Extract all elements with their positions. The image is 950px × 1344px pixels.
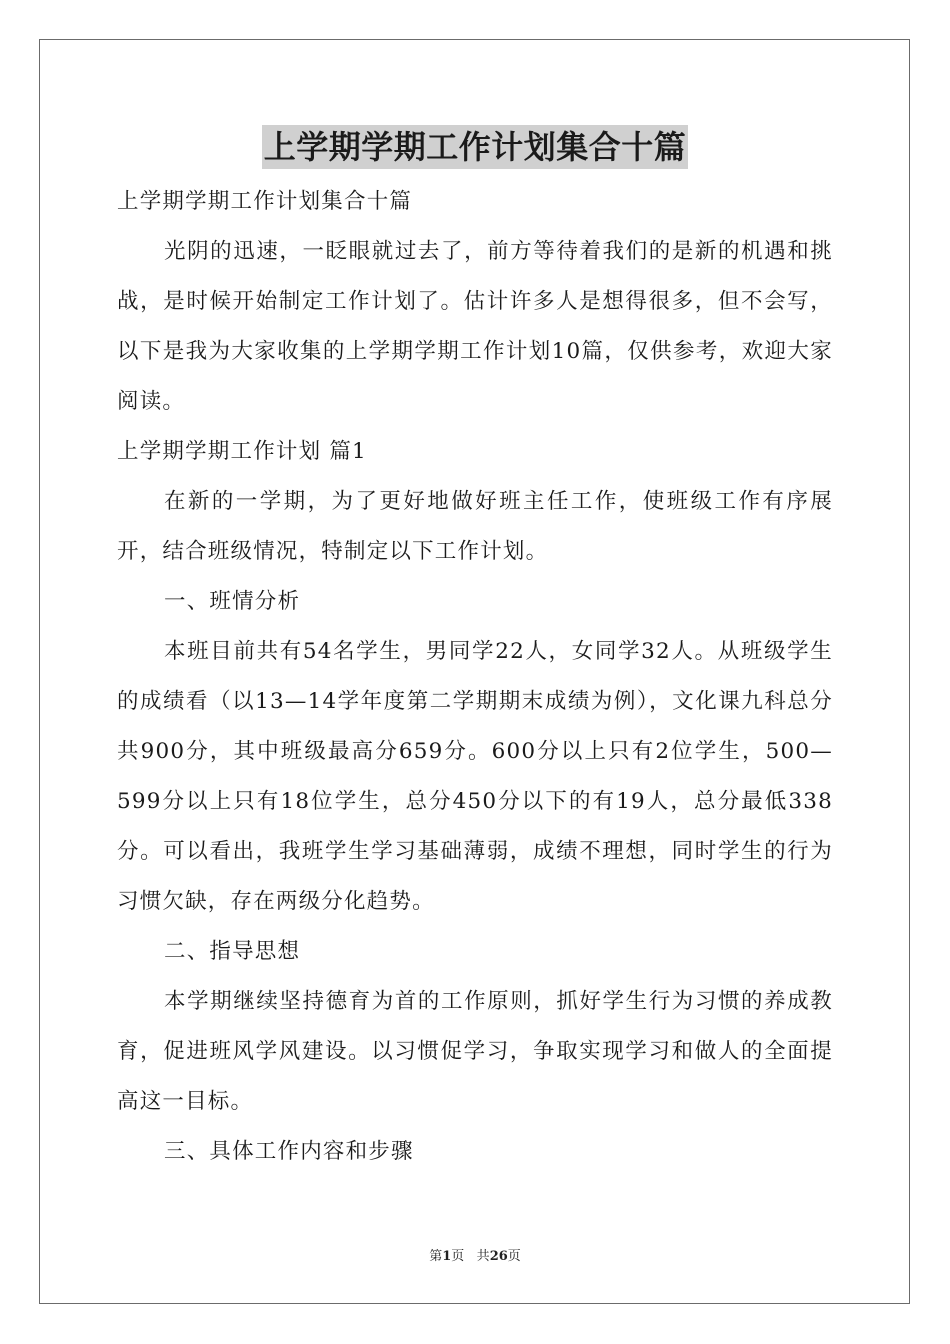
footer-total-prefix: 共: [476, 1249, 490, 1264]
paragraph: 上学期学期工作计划集合十篇: [117, 189, 413, 214]
footer-page-prefix: 第: [429, 1249, 443, 1264]
section-heading: 二、指导思想: [164, 939, 301, 964]
paragraph: 本班目前共有54名学生，男同学22人，女同学32人。从班级学生的成绩看（以13—14学年度第二学期期末成绩为例），文化课九科总分共900分，其中班级最高分659分。600分以上只有2位学生，500—599分以上只有18位学生，总分450分以下的有19人，总分最低338分。可以看出，我班学生学习基础薄弱，成绩不理想，同时学生的行为习惯欠缺，存在两级分化趋势。: [117, 639, 833, 914]
document-body: [117, 177, 833, 1177]
title-container: [0, 125, 950, 169]
section-heading: 上学期学期工作计划 篇1: [117, 439, 367, 464]
paragraph: 在新的一学期，为了更好地做好班主任工作，使班级工作有序展开，结合班级情况，特制定以下工作计划。: [117, 489, 833, 564]
document-title: 上学期学期工作计划集合十篇: [262, 125, 689, 169]
footer-page-number: 1: [442, 1249, 452, 1264]
section-heading: 三、具体工作内容和步骤: [164, 1139, 414, 1164]
page-footer: [0, 1245, 950, 1264]
footer-page-suffix: 页: [451, 1249, 465, 1264]
section-heading: 一、班情分析: [164, 589, 301, 614]
footer-total-suffix: 页: [507, 1249, 521, 1264]
footer-total-pages: 26: [489, 1249, 508, 1264]
paragraph: 本学期继续坚持德育为首的工作原则，抓好学生行为习惯的养成教育，促进班风学风建设。以习惯促学习，争取实现学习和做人的全面提高这一目标。: [117, 989, 833, 1114]
paragraph: 光阴的迅速，一眨眼就过去了，前方等待着我们的是新的机遇和挑战，是时候开始制定工作计划了。估计许多人是想得很多，但不会写，以下是我为大家收集的上学期学期工作计划10篇，仅供参考，欢迎大家阅读。: [117, 239, 833, 414]
